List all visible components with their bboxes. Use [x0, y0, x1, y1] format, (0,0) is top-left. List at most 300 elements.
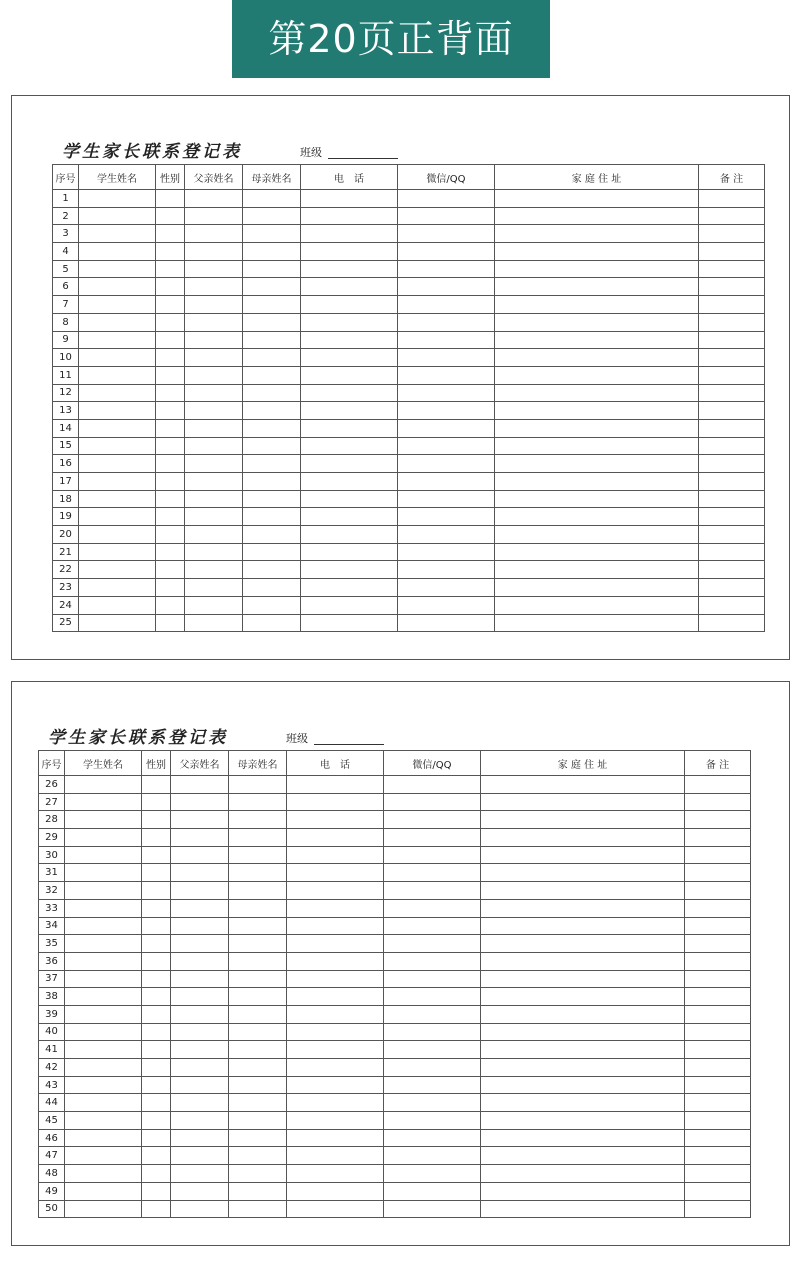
entry-cell[interactable] [79, 543, 156, 561]
entry-cell[interactable] [495, 402, 699, 420]
entry-cell[interactable] [243, 561, 301, 579]
entry-cell[interactable] [142, 1129, 171, 1147]
entry-cell[interactable] [699, 190, 765, 208]
entry-cell[interactable] [398, 596, 495, 614]
entry-cell[interactable] [142, 935, 171, 953]
entry-cell[interactable] [142, 1005, 171, 1023]
entry-cell[interactable] [65, 882, 142, 900]
entry-cell[interactable] [287, 1041, 384, 1059]
entry-cell[interactable] [481, 846, 685, 864]
entry-cell[interactable] [156, 384, 185, 402]
entry-cell[interactable] [699, 243, 765, 261]
entry-cell[interactable] [229, 1076, 287, 1094]
entry-cell[interactable] [699, 526, 765, 544]
entry-cell[interactable] [156, 207, 185, 225]
entry-cell[interactable] [301, 296, 398, 314]
entry-cell[interactable] [156, 366, 185, 384]
entry-cell[interactable] [481, 864, 685, 882]
entry-cell[interactable] [685, 1200, 751, 1218]
entry-cell[interactable] [481, 1023, 685, 1041]
entry-cell[interactable] [185, 384, 243, 402]
entry-cell[interactable] [685, 1076, 751, 1094]
entry-cell[interactable] [65, 952, 142, 970]
entry-cell[interactable] [384, 776, 481, 794]
entry-cell[interactable] [171, 1076, 229, 1094]
entry-cell[interactable] [685, 1041, 751, 1059]
entry-cell[interactable] [142, 1147, 171, 1165]
entry-cell[interactable] [481, 952, 685, 970]
entry-cell[interactable] [287, 846, 384, 864]
entry-cell[interactable] [384, 1076, 481, 1094]
entry-cell[interactable] [185, 490, 243, 508]
entry-cell[interactable] [287, 1094, 384, 1112]
entry-cell[interactable] [398, 543, 495, 561]
entry-cell[interactable] [79, 296, 156, 314]
entry-cell[interactable] [171, 1059, 229, 1077]
entry-cell[interactable] [301, 508, 398, 526]
entry-cell[interactable] [685, 829, 751, 847]
entry-cell[interactable] [481, 988, 685, 1006]
entry-cell[interactable] [384, 1200, 481, 1218]
entry-cell[interactable] [398, 402, 495, 420]
entry-cell[interactable] [384, 899, 481, 917]
entry-cell[interactable] [398, 243, 495, 261]
entry-cell[interactable] [301, 455, 398, 473]
entry-cell[interactable] [171, 1182, 229, 1200]
entry-cell[interactable] [142, 1023, 171, 1041]
entry-cell[interactable] [142, 882, 171, 900]
entry-cell[interactable] [384, 882, 481, 900]
entry-cell[interactable] [79, 561, 156, 579]
entry-cell[interactable] [685, 1165, 751, 1183]
entry-cell[interactable] [699, 419, 765, 437]
entry-cell[interactable] [301, 349, 398, 367]
entry-cell[interactable] [243, 508, 301, 526]
entry-cell[interactable] [495, 384, 699, 402]
entry-cell[interactable] [243, 190, 301, 208]
entry-cell[interactable] [287, 1182, 384, 1200]
entry-cell[interactable] [481, 882, 685, 900]
entry-cell[interactable] [171, 829, 229, 847]
entry-cell[interactable] [185, 243, 243, 261]
entry-cell[interactable] [495, 508, 699, 526]
entry-cell[interactable] [301, 596, 398, 614]
entry-cell[interactable] [79, 402, 156, 420]
entry-cell[interactable] [685, 882, 751, 900]
entry-cell[interactable] [384, 988, 481, 1006]
entry-cell[interactable] [171, 1005, 229, 1023]
entry-cell[interactable] [79, 526, 156, 544]
entry-cell[interactable] [685, 793, 751, 811]
entry-cell[interactable] [142, 917, 171, 935]
entry-cell[interactable] [229, 1023, 287, 1041]
entry-cell[interactable] [171, 1165, 229, 1183]
entry-cell[interactable] [185, 508, 243, 526]
entry-cell[interactable] [301, 473, 398, 491]
entry-cell[interactable] [142, 1041, 171, 1059]
entry-cell[interactable] [79, 190, 156, 208]
entry-cell[interactable] [79, 419, 156, 437]
entry-cell[interactable] [229, 811, 287, 829]
entry-cell[interactable] [185, 596, 243, 614]
entry-cell[interactable] [156, 296, 185, 314]
entry-cell[interactable] [481, 811, 685, 829]
entry-cell[interactable] [243, 207, 301, 225]
entry-cell[interactable] [287, 970, 384, 988]
entry-cell[interactable] [79, 473, 156, 491]
entry-cell[interactable] [65, 1165, 142, 1183]
entry-cell[interactable] [79, 508, 156, 526]
entry-cell[interactable] [398, 296, 495, 314]
entry-cell[interactable] [171, 1147, 229, 1165]
entry-cell[interactable] [156, 614, 185, 632]
entry-cell[interactable] [229, 1041, 287, 1059]
entry-cell[interactable] [243, 384, 301, 402]
entry-cell[interactable] [287, 811, 384, 829]
entry-cell[interactable] [65, 917, 142, 935]
entry-cell[interactable] [185, 366, 243, 384]
entry-cell[interactable] [384, 1182, 481, 1200]
entry-cell[interactable] [699, 508, 765, 526]
entry-cell[interactable] [685, 1023, 751, 1041]
entry-cell[interactable] [287, 1023, 384, 1041]
entry-cell[interactable] [229, 1059, 287, 1077]
entry-cell[interactable] [171, 952, 229, 970]
entry-cell[interactable] [142, 1076, 171, 1094]
entry-cell[interactable] [79, 579, 156, 597]
entry-cell[interactable] [301, 278, 398, 296]
entry-cell[interactable] [171, 917, 229, 935]
entry-cell[interactable] [156, 419, 185, 437]
entry-cell[interactable] [79, 349, 156, 367]
entry-cell[interactable] [243, 278, 301, 296]
entry-cell[interactable] [481, 1059, 685, 1077]
entry-cell[interactable] [495, 419, 699, 437]
entry-cell[interactable] [65, 846, 142, 864]
entry-cell[interactable] [481, 935, 685, 953]
entry-cell[interactable] [699, 561, 765, 579]
entry-cell[interactable] [685, 917, 751, 935]
entry-cell[interactable] [79, 207, 156, 225]
entry-cell[interactable] [185, 313, 243, 331]
entry-cell[interactable] [156, 579, 185, 597]
entry-cell[interactable] [65, 1041, 142, 1059]
entry-cell[interactable] [398, 437, 495, 455]
entry-cell[interactable] [229, 1147, 287, 1165]
entry-cell[interactable] [301, 543, 398, 561]
entry-cell[interactable] [185, 207, 243, 225]
entry-cell[interactable] [384, 811, 481, 829]
entry-cell[interactable] [65, 829, 142, 847]
entry-cell[interactable] [699, 313, 765, 331]
entry-cell[interactable] [243, 543, 301, 561]
entry-cell[interactable] [142, 1059, 171, 1077]
entry-cell[interactable] [384, 1059, 481, 1077]
entry-cell[interactable] [495, 596, 699, 614]
entry-cell[interactable] [171, 935, 229, 953]
entry-cell[interactable] [287, 793, 384, 811]
entry-cell[interactable] [142, 1182, 171, 1200]
entry-cell[interactable] [481, 1076, 685, 1094]
entry-cell[interactable] [65, 899, 142, 917]
entry-cell[interactable] [243, 490, 301, 508]
entry-cell[interactable] [229, 1094, 287, 1112]
entry-cell[interactable] [243, 313, 301, 331]
entry-cell[interactable] [685, 1005, 751, 1023]
entry-cell[interactable] [481, 1041, 685, 1059]
entry-cell[interactable] [495, 349, 699, 367]
entry-cell[interactable] [156, 313, 185, 331]
entry-cell[interactable] [481, 899, 685, 917]
entry-cell[interactable] [185, 349, 243, 367]
entry-cell[interactable] [384, 1165, 481, 1183]
entry-cell[interactable] [481, 1005, 685, 1023]
entry-cell[interactable] [185, 455, 243, 473]
entry-cell[interactable] [229, 1005, 287, 1023]
entry-cell[interactable] [156, 596, 185, 614]
entry-cell[interactable] [229, 829, 287, 847]
entry-cell[interactable] [142, 776, 171, 794]
entry-cell[interactable] [685, 1094, 751, 1112]
entry-cell[interactable] [699, 366, 765, 384]
entry-cell[interactable] [287, 1076, 384, 1094]
entry-cell[interactable] [65, 793, 142, 811]
entry-cell[interactable] [384, 970, 481, 988]
entry-cell[interactable] [384, 846, 481, 864]
entry-cell[interactable] [142, 1165, 171, 1183]
entry-cell[interactable] [287, 1147, 384, 1165]
entry-cell[interactable] [287, 1112, 384, 1130]
entry-cell[interactable] [398, 455, 495, 473]
entry-cell[interactable] [185, 579, 243, 597]
entry-cell[interactable] [481, 1094, 685, 1112]
entry-cell[interactable] [65, 1059, 142, 1077]
entry-cell[interactable] [287, 882, 384, 900]
entry-cell[interactable] [301, 419, 398, 437]
entry-cell[interactable] [185, 419, 243, 437]
entry-cell[interactable] [171, 1200, 229, 1218]
entry-cell[interactable] [243, 455, 301, 473]
entry-cell[interactable] [699, 349, 765, 367]
entry-cell[interactable] [65, 1200, 142, 1218]
entry-cell[interactable] [495, 579, 699, 597]
entry-cell[interactable] [229, 1165, 287, 1183]
entry-cell[interactable] [301, 526, 398, 544]
class-field-line[interactable] [328, 158, 398, 159]
entry-cell[interactable] [495, 473, 699, 491]
entry-cell[interactable] [481, 917, 685, 935]
entry-cell[interactable] [384, 1147, 481, 1165]
entry-cell[interactable] [229, 1129, 287, 1147]
entry-cell[interactable] [301, 260, 398, 278]
entry-cell[interactable] [287, 1005, 384, 1023]
entry-cell[interactable] [495, 296, 699, 314]
entry-cell[interactable] [699, 579, 765, 597]
entry-cell[interactable] [481, 1112, 685, 1130]
entry-cell[interactable] [384, 917, 481, 935]
entry-cell[interactable] [79, 225, 156, 243]
entry-cell[interactable] [398, 526, 495, 544]
entry-cell[interactable] [243, 331, 301, 349]
entry-cell[interactable] [495, 278, 699, 296]
entry-cell[interactable] [156, 508, 185, 526]
entry-cell[interactable] [699, 455, 765, 473]
entry-cell[interactable] [384, 1005, 481, 1023]
entry-cell[interactable] [171, 846, 229, 864]
entry-cell[interactable] [79, 614, 156, 632]
entry-cell[interactable] [495, 331, 699, 349]
entry-cell[interactable] [142, 846, 171, 864]
entry-cell[interactable] [229, 846, 287, 864]
entry-cell[interactable] [171, 811, 229, 829]
entry-cell[interactable] [398, 366, 495, 384]
entry-cell[interactable] [229, 1182, 287, 1200]
entry-cell[interactable] [79, 313, 156, 331]
entry-cell[interactable] [79, 243, 156, 261]
entry-cell[interactable] [699, 207, 765, 225]
entry-cell[interactable] [685, 776, 751, 794]
entry-cell[interactable] [481, 970, 685, 988]
class-field-line[interactable] [314, 744, 384, 745]
entry-cell[interactable] [699, 260, 765, 278]
entry-cell[interactable] [185, 278, 243, 296]
entry-cell[interactable] [65, 1147, 142, 1165]
entry-cell[interactable] [171, 988, 229, 1006]
entry-cell[interactable] [185, 473, 243, 491]
entry-cell[interactable] [156, 490, 185, 508]
entry-cell[interactable] [65, 811, 142, 829]
entry-cell[interactable] [229, 935, 287, 953]
entry-cell[interactable] [699, 614, 765, 632]
entry-cell[interactable] [495, 260, 699, 278]
entry-cell[interactable] [481, 1200, 685, 1218]
entry-cell[interactable] [301, 490, 398, 508]
entry-cell[interactable] [495, 543, 699, 561]
entry-cell[interactable] [79, 596, 156, 614]
entry-cell[interactable] [185, 225, 243, 243]
entry-cell[interactable] [243, 596, 301, 614]
entry-cell[interactable] [185, 526, 243, 544]
entry-cell[interactable] [229, 917, 287, 935]
entry-cell[interactable] [243, 526, 301, 544]
entry-cell[interactable] [495, 243, 699, 261]
entry-cell[interactable] [495, 207, 699, 225]
entry-cell[interactable] [156, 278, 185, 296]
entry-cell[interactable] [79, 455, 156, 473]
entry-cell[interactable] [495, 366, 699, 384]
entry-cell[interactable] [156, 331, 185, 349]
entry-cell[interactable] [171, 1129, 229, 1147]
entry-cell[interactable] [287, 899, 384, 917]
entry-cell[interactable] [384, 1094, 481, 1112]
entry-cell[interactable] [156, 437, 185, 455]
entry-cell[interactable] [398, 614, 495, 632]
entry-cell[interactable] [398, 419, 495, 437]
entry-cell[interactable] [398, 225, 495, 243]
entry-cell[interactable] [185, 296, 243, 314]
entry-cell[interactable] [142, 1112, 171, 1130]
entry-cell[interactable] [301, 561, 398, 579]
entry-cell[interactable] [229, 970, 287, 988]
entry-cell[interactable] [65, 970, 142, 988]
entry-cell[interactable] [384, 1023, 481, 1041]
entry-cell[interactable] [185, 402, 243, 420]
entry-cell[interactable] [156, 543, 185, 561]
entry-cell[interactable] [243, 366, 301, 384]
entry-cell[interactable] [398, 473, 495, 491]
entry-cell[interactable] [398, 207, 495, 225]
entry-cell[interactable] [384, 952, 481, 970]
entry-cell[interactable] [301, 243, 398, 261]
entry-cell[interactable] [685, 899, 751, 917]
entry-cell[interactable] [301, 207, 398, 225]
entry-cell[interactable] [685, 970, 751, 988]
entry-cell[interactable] [481, 1147, 685, 1165]
entry-cell[interactable] [171, 1112, 229, 1130]
entry-cell[interactable] [398, 384, 495, 402]
entry-cell[interactable] [171, 970, 229, 988]
entry-cell[interactable] [287, 988, 384, 1006]
entry-cell[interactable] [495, 526, 699, 544]
entry-cell[interactable] [398, 313, 495, 331]
entry-cell[interactable] [287, 952, 384, 970]
entry-cell[interactable] [229, 988, 287, 1006]
entry-cell[interactable] [243, 349, 301, 367]
entry-cell[interactable] [301, 190, 398, 208]
entry-cell[interactable] [142, 988, 171, 1006]
entry-cell[interactable] [398, 579, 495, 597]
entry-cell[interactable] [156, 190, 185, 208]
entry-cell[interactable] [229, 864, 287, 882]
entry-cell[interactable] [685, 935, 751, 953]
entry-cell[interactable] [495, 313, 699, 331]
entry-cell[interactable] [685, 846, 751, 864]
entry-cell[interactable] [65, 1094, 142, 1112]
entry-cell[interactable] [301, 614, 398, 632]
entry-cell[interactable] [301, 313, 398, 331]
entry-cell[interactable] [384, 1129, 481, 1147]
entry-cell[interactable] [287, 935, 384, 953]
entry-cell[interactable] [79, 366, 156, 384]
entry-cell[interactable] [287, 829, 384, 847]
entry-cell[interactable] [481, 1129, 685, 1147]
entry-cell[interactable] [156, 349, 185, 367]
entry-cell[interactable] [65, 864, 142, 882]
entry-cell[interactable] [243, 243, 301, 261]
entry-cell[interactable] [301, 331, 398, 349]
entry-cell[interactable] [171, 864, 229, 882]
entry-cell[interactable] [229, 899, 287, 917]
entry-cell[interactable] [699, 296, 765, 314]
entry-cell[interactable] [185, 614, 243, 632]
entry-cell[interactable] [287, 776, 384, 794]
entry-cell[interactable] [79, 331, 156, 349]
entry-cell[interactable] [699, 278, 765, 296]
entry-cell[interactable] [685, 811, 751, 829]
entry-cell[interactable] [65, 1005, 142, 1023]
entry-cell[interactable] [156, 243, 185, 261]
entry-cell[interactable] [156, 473, 185, 491]
entry-cell[interactable] [685, 1112, 751, 1130]
entry-cell[interactable] [229, 793, 287, 811]
entry-cell[interactable] [287, 917, 384, 935]
entry-cell[interactable] [156, 561, 185, 579]
entry-cell[interactable] [398, 349, 495, 367]
entry-cell[interactable] [699, 384, 765, 402]
entry-cell[interactable] [495, 437, 699, 455]
entry-cell[interactable] [171, 882, 229, 900]
entry-cell[interactable] [229, 952, 287, 970]
